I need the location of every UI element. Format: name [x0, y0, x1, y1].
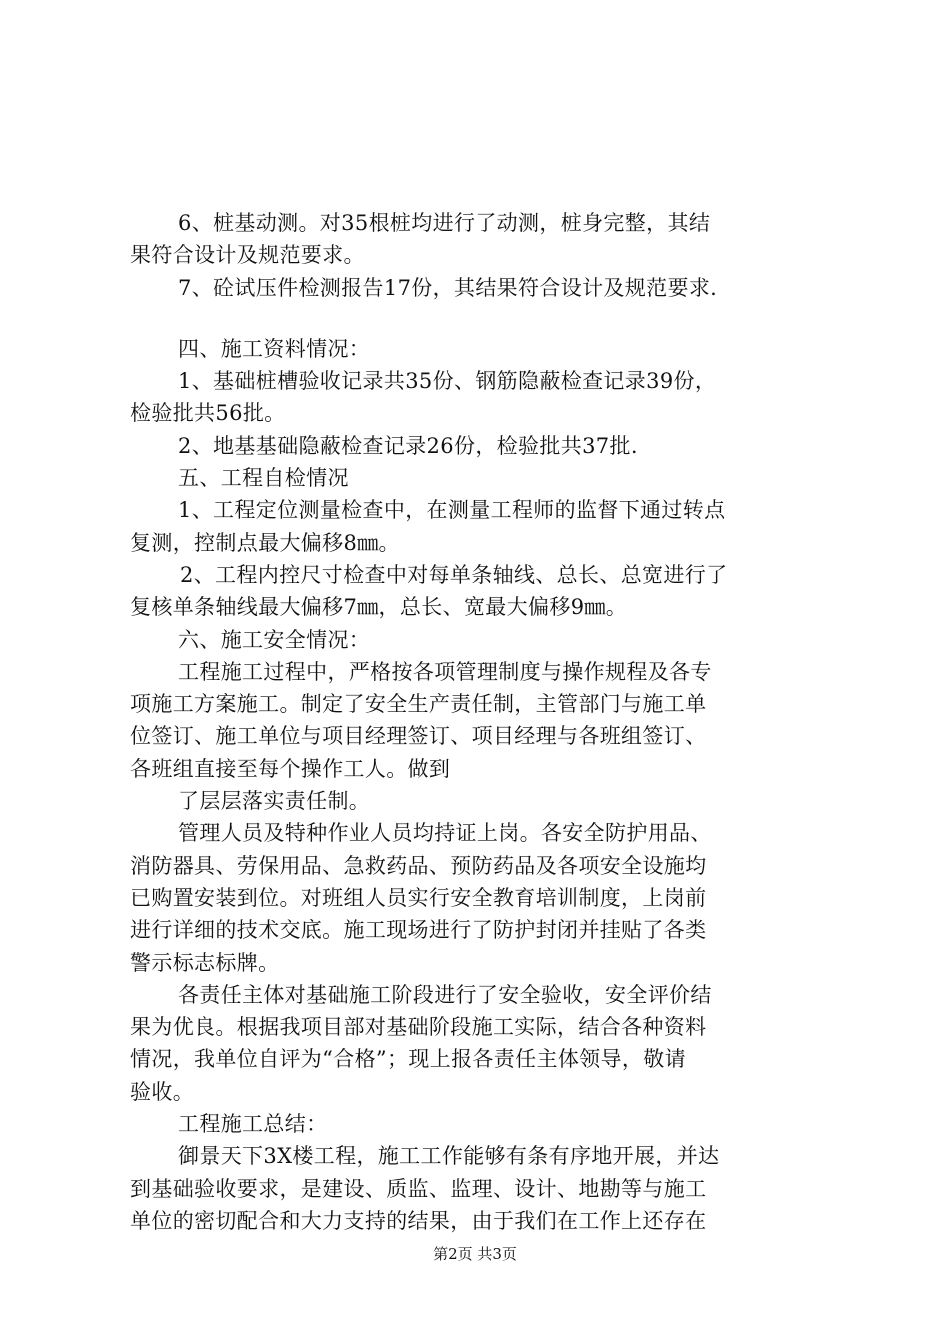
paragraph-line: 6、桩基动测。对35根桩均进行了动测，桩身完整，其结: [178, 211, 711, 235]
paragraph-line: 位签订、施工单位与项目经理签订、项目经理与各班组签订、: [130, 724, 707, 749]
paragraph-line: 各班组直接至每个操作工人。做到: [130, 756, 451, 781]
paragraph-line: 1、工程定位测量检查中，在测量工程师的监督下通过转点: [178, 498, 726, 523]
paragraph-line: 御景天下3X楼工程，施工工作能够有条有序地开展，并达: [178, 1144, 720, 1169]
paragraph-line: 情况，我单位自评为“合格”；现上报各责任主体领导，敬请: [130, 1047, 686, 1072]
paragraph-spacer: [130, 304, 830, 333]
paragraph-line: 消防器具、劳保用品、急救药品、预防药品及各项安全设施均: [130, 853, 707, 878]
section-heading: 工程施工总结：: [178, 1112, 328, 1137]
section-heading: 六、施工安全情况：: [178, 627, 371, 652]
paragraph-line: 项施工方案施工。制定了安全生产责任制，主管部门与施工单: [130, 692, 707, 717]
paragraph-line: 进行详细的技术交底。施工现场进行了防护封闭并挂贴了各类: [130, 918, 707, 943]
section-heading: 五、工程自检情况: [178, 466, 349, 491]
paragraph-line: 检验批共56批。: [130, 401, 286, 426]
paragraph-line: 管理人员及特种作业人员均持证上岗。各安全防护用品、: [178, 821, 712, 846]
paragraph-line: 2、地基基础隐蔽检查记录26份，检验批共37批.: [178, 433, 638, 458]
paragraph-line: 复核单条轴线最大偏移7㎜，总长、宽最大偏移9㎜。: [130, 595, 628, 620]
paragraph-line: 果为优良。根据我项目部对基础阶段施工实际，结合各种资料: [130, 1015, 707, 1040]
paragraph-line: 7、砼试压件检测报告17份，其结果符合设计及规范要求.: [178, 275, 718, 300]
paragraph-line: 验收。: [130, 1079, 195, 1104]
paragraph-line: 果符合设计及规范要求。: [130, 243, 365, 268]
page-footer: [0, 1244, 950, 1264]
paragraph-line: 复测，控制点最大偏移8㎜。: [130, 530, 400, 555]
paragraph-line: 工程施工过程中，严格按各项管理制度与操作规程及各专: [178, 659, 712, 684]
paragraph-line: 了层层落实责任制。: [178, 789, 371, 814]
paragraph-line: 1、基础桩槽验收记录共35份、钢筋隐蔽检查记录39份，: [178, 369, 717, 394]
document-body: [130, 207, 830, 1237]
paragraph-line: 警示标志标牌。: [130, 950, 280, 975]
paragraph-line: 2、工程内控尺寸检查中对每单条轴线、总长、总宽进行了: [180, 562, 728, 587]
paragraph-line: 已购置安装到位。对班组人员实行安全教育培训制度，上岗前: [130, 885, 707, 910]
page-number: 第2页 共3页: [433, 1245, 517, 1263]
paragraph-line: 单位的密切配合和大力支持的结果，由于我们在工作上还存在: [130, 1208, 707, 1233]
section-heading: 四、施工资料情况：: [178, 336, 371, 361]
paragraph-line: 各责任主体对基础施工阶段进行了安全验收，安全评价结: [178, 982, 712, 1007]
paragraph-line: 到基础验收要求，是建设、质监、监理、设计、地勘等与施工: [130, 1176, 707, 1201]
